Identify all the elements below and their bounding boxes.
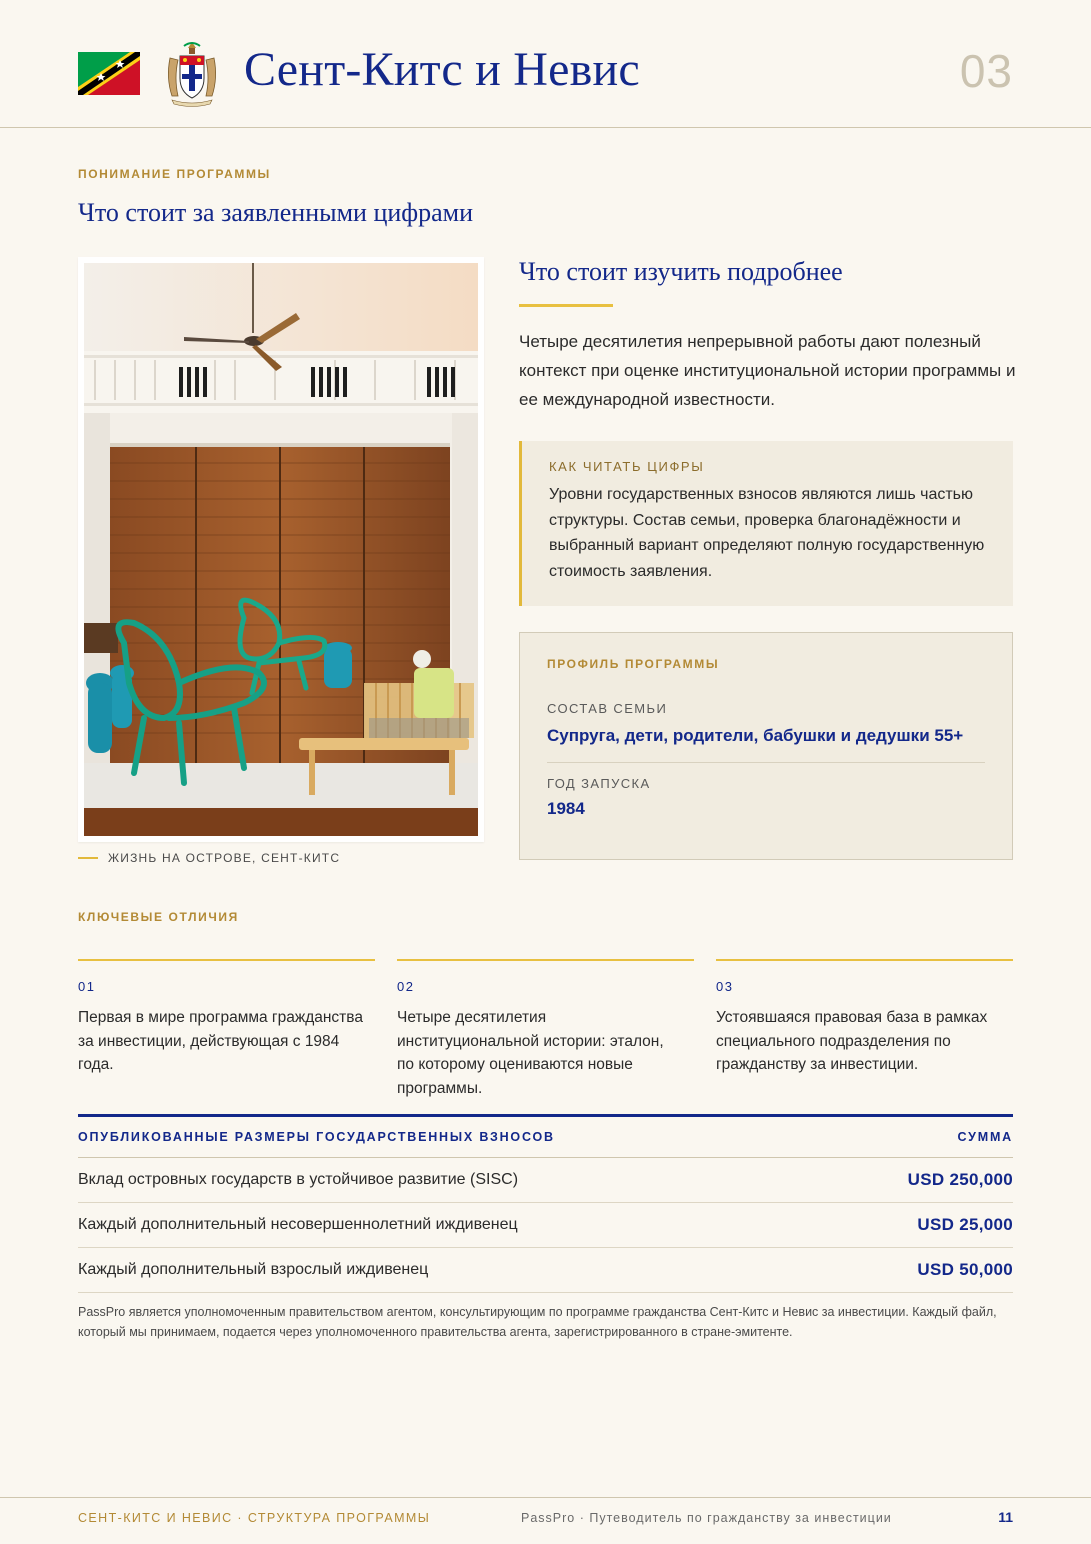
key-difference-item <box>716 959 1013 1100</box>
footer-publication: PassPro · Путеводитель по гражданству за инвестиции <box>521 1511 892 1525</box>
profile-title: ПРОФИЛЬ ПРОГРАММЫ <box>547 657 720 671</box>
page-header <box>0 0 1091 128</box>
fee-amount: USD 250,000 <box>907 1170 1013 1189</box>
how-to-read-callout <box>519 441 1013 606</box>
item-text: Четыре десятилетия институциональной истории: эталон, по которому оцениваются новые программы. <box>397 1009 664 1097</box>
key-differences-list <box>78 959 1013 1100</box>
table-header <box>78 1117 1013 1158</box>
country-title: Сент-Китс и Невис <box>244 43 640 96</box>
header-description: ОПУБЛИКОВАННЫЕ РАЗМЕРЫ ГОСУДАРСТВЕННЫХ ВЗНОСОВ <box>78 1130 555 1144</box>
photo-caption <box>78 851 340 865</box>
table-row <box>78 1248 1013 1293</box>
key-difference-item <box>78 959 375 1100</box>
fee-description: Вклад островных государств в устойчивое развитие (SISC) <box>78 1171 519 1188</box>
page-footer <box>0 1497 1091 1544</box>
fee-description: Каждый дополнительный взрослый иждивенец <box>78 1261 429 1278</box>
item-number: 03 <box>716 979 734 994</box>
launch-year-value: 1984 <box>547 799 585 818</box>
intro-paragraph: Четыре десятилетия непрерывной работы дают полезный контекст при оценке институциональной истории программы и ее международной известности. <box>519 332 1016 409</box>
item-number: 01 <box>78 979 96 994</box>
profile-divider <box>547 762 985 763</box>
section-heading: Что стоит за заявленными цифрами <box>78 198 474 227</box>
island-life-photo <box>78 257 484 842</box>
family-label: СОСТАВ СЕМЬИ <box>547 701 668 716</box>
table-row <box>78 1203 1013 1248</box>
key-differences-eyebrow: КЛЮЧЕВЫЕ ОТЛИЧИЯ <box>78 910 239 924</box>
header-amount: СУММА <box>957 1130 1013 1144</box>
fee-description: Каждый дополнительный несовершеннолетний иждивенец <box>78 1216 518 1233</box>
section-number: 03 <box>959 45 1013 97</box>
heading-underline <box>519 304 613 307</box>
caption-dash <box>78 857 98 859</box>
table-row <box>78 1158 1013 1203</box>
government-fees-table <box>78 1114 1013 1293</box>
family-value: Супруга, дети, родители, бабушки и дедушки 55+ <box>547 726 964 745</box>
program-profile-card <box>519 632 1013 860</box>
page-number: 11 <box>998 1509 1013 1525</box>
section-eyebrow: ПОНИМАНИЕ ПРОГРАММЫ <box>78 167 271 181</box>
key-difference-item <box>397 959 694 1100</box>
footer-section: СЕНТ-КИТС И НЕВИС · СТРУКТУРА ПРОГРАММЫ <box>78 1511 431 1525</box>
callout-text: Уровни государственных взносов являются лишь частью структуры. Состав семьи, проверка благонадёжности и выбранный вариант определяют полную государственную стоимость заявления. <box>549 486 985 580</box>
fee-amount: USD 25,000 <box>917 1215 1013 1234</box>
right-heading: Что стоит изучить подробнее <box>519 257 843 286</box>
coat-of-arms-icon <box>160 38 224 108</box>
flag-icon <box>78 52 140 95</box>
item-text: Первая в мире программа гражданства за инвестиции, действующая с 1984 года. <box>78 1009 363 1073</box>
callout-label: КАК ЧИТАТЬ ЦИФРЫ <box>549 459 705 474</box>
photo-caption-text: ЖИЗНЬ НА ОСТРОВЕ, СЕНТ-КИТС <box>108 851 341 865</box>
launch-year-label: ГОД ЗАПУСКА <box>547 776 651 791</box>
agent-disclaimer: PassPro является уполномоченным правительством агентом, консультирующим по программе гражданства Сент-Китс и Невис за инвестиции. Каждый файл, который мы принимаем, подается через уполномоченного правительства агента, зарегистрированного в стране-эмитенте. <box>78 1305 997 1339</box>
item-number: 02 <box>397 979 415 994</box>
item-text: Устоявшаяся правовая база в рамках специального подразделения по гражданству за инвестиции. <box>716 1009 988 1073</box>
fee-amount: USD 50,000 <box>917 1260 1013 1279</box>
